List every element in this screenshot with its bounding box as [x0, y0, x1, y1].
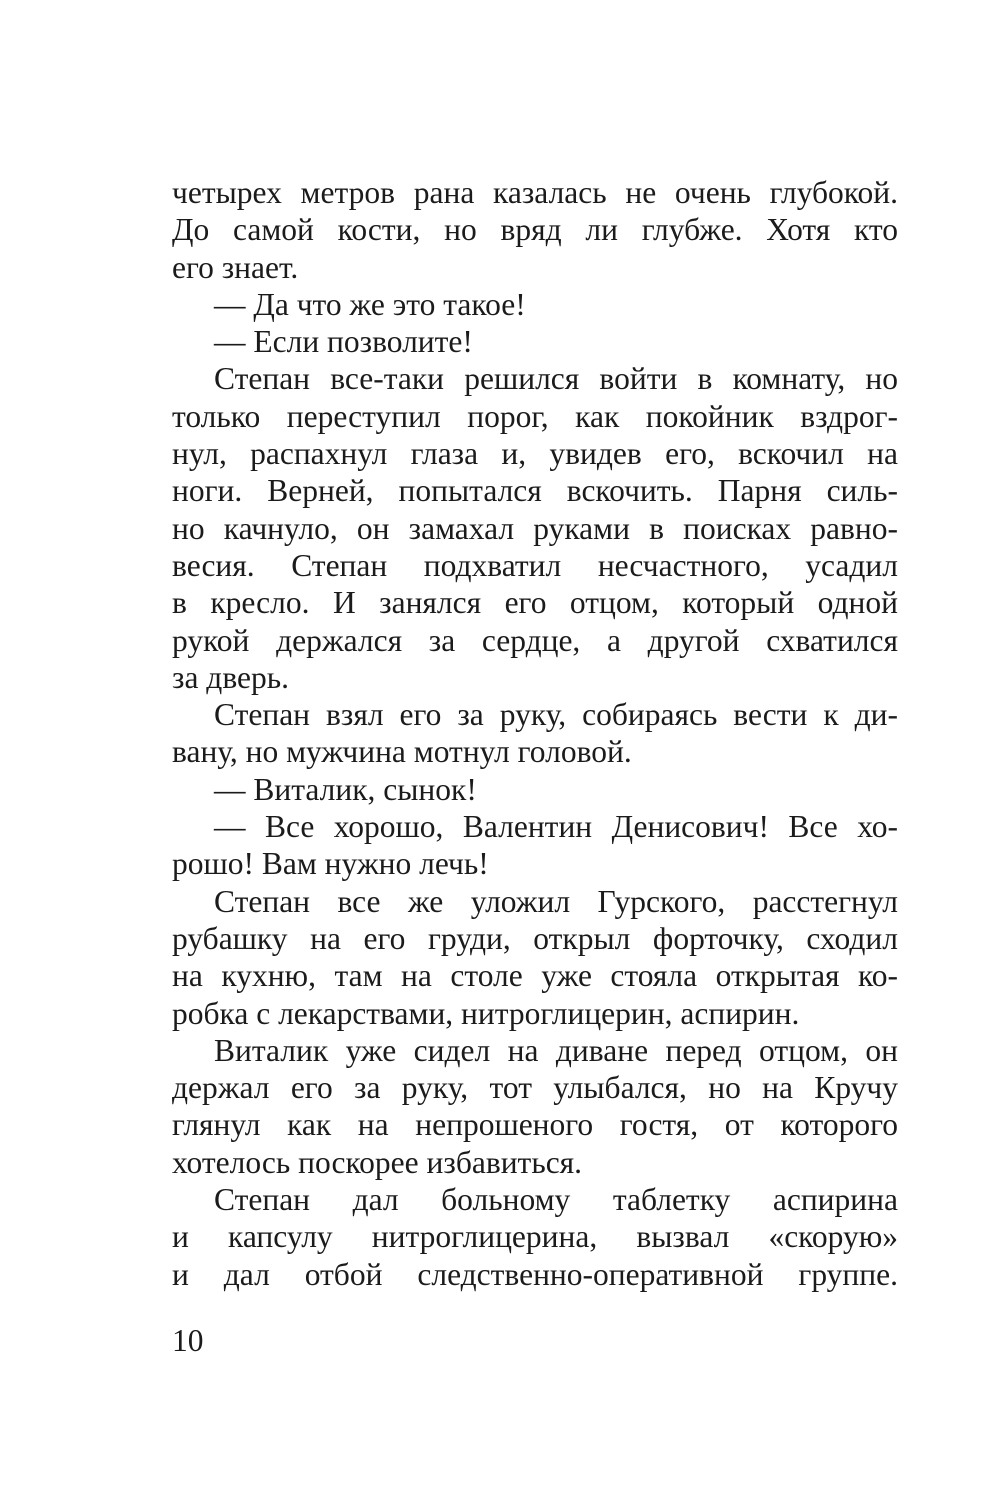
- page-number: 10: [172, 1323, 204, 1358]
- body-text: [172, 174, 898, 1293]
- text-line: рукой держался за сердце, а другой схватился: [172, 622, 898, 658]
- text-line: хотелось поскорее избавиться.: [172, 1144, 583, 1180]
- dialogue-line: — Виталик, сынок!: [214, 771, 477, 807]
- text-line: робка с лекарствами, нитроглицерин, аспирин.: [172, 995, 800, 1031]
- text-line: и капсулу нитроглицерина, вызвал «скорую»: [172, 1219, 898, 1255]
- text-line: ноги. Верней, попытался вскочить. Парня силь-: [172, 473, 898, 509]
- text-line: рубашку на его груди, открыл форточку, сходил: [172, 920, 898, 956]
- paragraph-first-line: Степан дал больному таблетку аспирина: [214, 1182, 898, 1218]
- text-line: До самой кости, но вряд ли глубже. Хотя кто: [172, 212, 898, 248]
- text-line: держал его за руку, тот улыбался, но на Кручу: [172, 1070, 898, 1106]
- text-line: и дал отбой следственно-оперативной группе.: [172, 1256, 898, 1292]
- text-line: но качнуло, он замахал руками в поисках равно-: [172, 510, 898, 546]
- text-line: в кресло. И занялся его отцом, который одной: [172, 585, 898, 621]
- text-line: вану, но мужчина мотнул головой.: [172, 734, 632, 770]
- paragraph-first-line: Виталик уже сидел на диване перед отцом, он: [214, 1032, 898, 1068]
- text-line: глянул как на непрошеного гостя, от которого: [172, 1107, 898, 1143]
- text-line: нул, распахнул глаза и, увидев его, вскочил на: [172, 436, 898, 472]
- text-line: четырех метров рана казалась не очень глубокой.: [172, 175, 898, 210]
- text-line: на кухню, там на столе уже стояла открытая ко-: [172, 958, 898, 994]
- paragraph-first-line: Степан взял его за руку, собираясь вести к ди-: [214, 697, 898, 733]
- dialogue-line: — Все хорошо, Валентин Денисович! Все хо-: [214, 809, 898, 845]
- paragraph-first-line: Степан все же уложил Гурского, расстегнул: [214, 883, 898, 919]
- text-line: его знает.: [172, 249, 299, 285]
- paragraph-first-line: Степан все-таки решился войти в комнату, но: [214, 361, 898, 397]
- dialogue-line: — Если позволите!: [214, 324, 473, 360]
- dialogue-line: — Да что же это такое!: [214, 286, 526, 322]
- text-line: рошо! Вам нужно лечь!: [172, 846, 489, 882]
- text-line: за дверь.: [172, 659, 289, 695]
- text-line: весия. Степан подхватил несчастного, усадил: [172, 547, 898, 583]
- text-line: только переступил порог, как покойник вздрог-: [172, 398, 898, 434]
